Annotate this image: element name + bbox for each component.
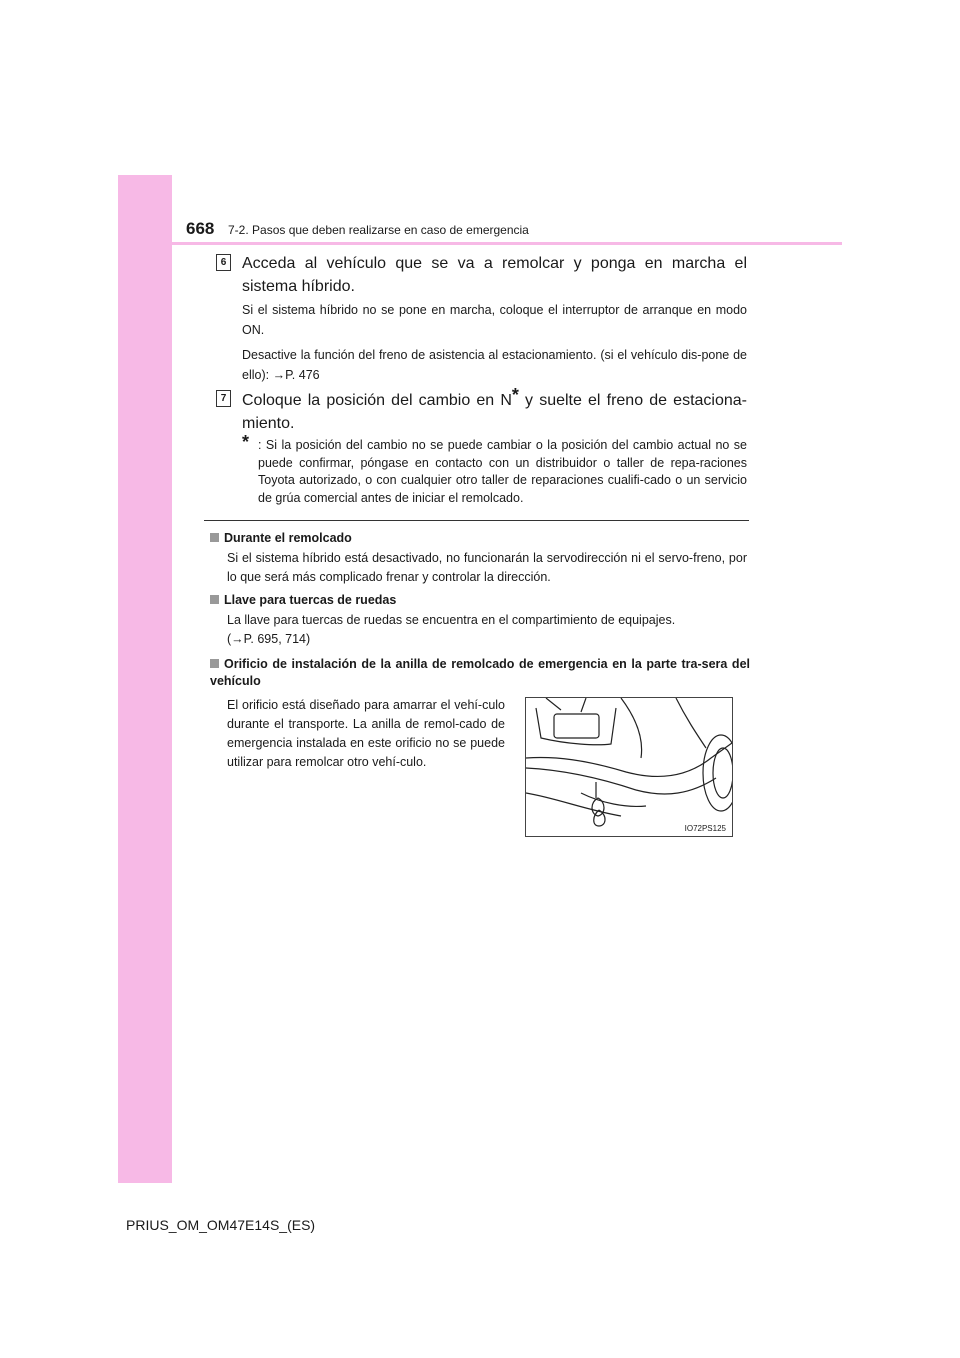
step-6-instruction: Acceda al vehículo que se va a remolcar y ponga en marcha el sistema híbrido. bbox=[242, 255, 747, 295]
step-7-instruction bbox=[242, 385, 747, 435]
step-number-6: 6 bbox=[216, 254, 231, 271]
section-title: 7-2. Pasos que deben realizarse en caso de emergencia bbox=[228, 223, 529, 237]
rear-tow-eye-illustration bbox=[525, 697, 733, 837]
section-divider bbox=[204, 520, 749, 521]
step-number-7: 7 bbox=[216, 390, 231, 407]
step-6-note-1: Si el sistema híbrido no se pone en marcha, coloque el interruptor de arranque en modo ON. bbox=[242, 303, 747, 337]
step-7-text-a: Coloque la posición del cambio en N bbox=[242, 392, 512, 409]
note-title-wrench: Llave para tuercas de ruedas bbox=[210, 592, 750, 609]
note-title-towing: Durante el remolcado bbox=[210, 530, 750, 547]
page-number: 668 bbox=[186, 219, 215, 238]
note-body-tow-eye: El orificio está diseñado para amarrar el vehí-culo durante el transporte. La anilla de remol-cado de emergencia instalada en este orificio no se puede utilizar para remolcar otro vehí-culo. bbox=[227, 698, 505, 769]
note-body-towing: Si el sistema híbrido está desactivado, no funcionarán la servodirección ni el servo-freno, por lo que será más complicado frenar y controlar la dirección. bbox=[227, 551, 747, 584]
header-rule bbox=[118, 242, 842, 245]
note-body-wrench-ref: (→P. 695, 714) bbox=[227, 632, 311, 646]
footnote-text: : Si la posición del cambio no se puede cambiar o la posición del cambio actual no se puede confirmar, póngase en contacto con un distribuidor o taller de repa-raciones Toyota autorizado, o con cualquier otro taller de reparaciones cualifi-cado o un servicio de grúa comercial antes de iniciar el remolcado. bbox=[258, 438, 747, 505]
step-7-text-b: y suelte el freno de estaciona-miento. bbox=[242, 392, 747, 432]
footnote-star: * bbox=[511, 385, 519, 405]
note-title-tow-eye: Orificio de instalación de la anilla de remolcado de emergencia en la parte tra-sera del vehículo bbox=[210, 657, 750, 688]
bullet-square-icon bbox=[210, 595, 219, 604]
footnote-marker: * bbox=[242, 432, 250, 452]
note-body-wrench: La llave para tuercas de ruedas se encuentra en el compartimiento de equipajes. bbox=[227, 613, 676, 627]
figure-code: IO72PS125 bbox=[684, 824, 726, 833]
bullet-square-icon bbox=[210, 659, 219, 668]
document-footer: PRIUS_OM_OM47E14S_(ES) bbox=[126, 1217, 316, 1233]
car-rear-drawing bbox=[526, 698, 732, 836]
bullet-square-icon bbox=[210, 533, 219, 542]
step-6-note-2: Desactive la función del freno de asistencia al estacionamiento. (si el vehículo dis-pone de ello): →P. 476 bbox=[242, 348, 747, 382]
step-7-footnote bbox=[242, 432, 747, 507]
side-color-band bbox=[118, 175, 172, 1183]
